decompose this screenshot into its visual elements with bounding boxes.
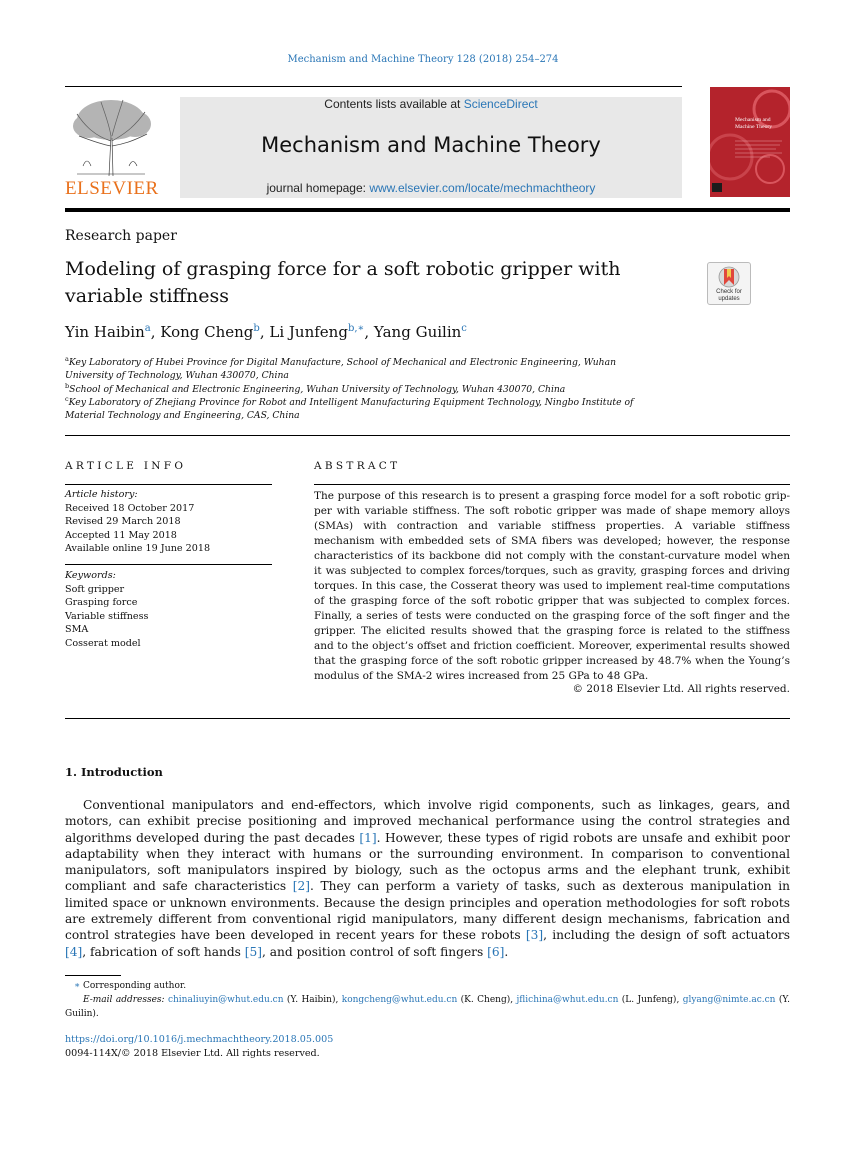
affiliation-label: c [65, 395, 69, 403]
affiliation-label: a [65, 355, 69, 363]
cover-gear-icon [710, 87, 790, 197]
email-link[interactable]: kongcheng@whut.edu.cn [341, 995, 458, 1005]
homepage-link[interactable]: www.elsevier.com/locate/mechmachtheory [369, 181, 596, 195]
doi-link[interactable]: https://doi.org/10.1016/j.mechmachtheory.2018.05.005 [65, 1034, 334, 1045]
abstract-text: The purpose of this research is to present a grasping force model for a soft robotic gripper with variable stiffness. The soft robotic gripper was made of shape memory alloys (SMAs) with contraction and variable stiffness properties. A variable stiffness mechanism with embedded sets of SMA fibers was developed; however, the response characteristics of its backbone did not comply with the constant-curvature model when it was subjected to complex forces/torques, such as gravity, grasping forces and driving torques. In this case, the Cosserat theory was used to implement real-time computations of the grasping force of the soft robotic gripper that was subjected to complex forces. Finally, a series of tests were conducted on the grasping force of the soft finger and the gripper. The elicited results showed that the grasping force is related to the stiffness and to the object’s offset and friction coefficient. Moreover, experimental results showed that the grasping force of the soft robotic gripper increased by 48.7% when the Young’s modulus of the SMA-2 wires increased from 25 GPa to 48 GPa. [314, 490, 790, 682]
author-affiliation-mark[interactable]: b [253, 323, 260, 334]
keyword: Cosserat model [65, 637, 141, 649]
journal-cover-thumbnail[interactable] [710, 87, 790, 197]
citation-link[interactable]: [3] [525, 928, 544, 943]
affiliation-text: Key Laboratory of Zhejiang Province for Robot and Intelligent Manufacturing Equipment Technology, Ningbo Institute of Material Technology and Engineering, CAS, China [65, 397, 634, 422]
history-entry: Accepted 11 May 2018 [65, 529, 177, 541]
paper-type: Research paper [65, 228, 177, 244]
keywords-block [65, 569, 272, 650]
citation-link[interactable]: [6] [487, 944, 505, 959]
sciencedirect-link[interactable]: ScienceDirect [463, 97, 538, 111]
abstract-heading: ABSTRACT [314, 460, 401, 472]
email-footnote [65, 994, 790, 1021]
email-owner: (Y. Guilin). [65, 995, 791, 1019]
contents-line: Contents lists available at ScienceDirect [324, 97, 538, 111]
author-affiliation-mark[interactable]: c [461, 323, 467, 334]
divider [65, 484, 272, 485]
intro-paragraph [65, 797, 790, 960]
affiliation [65, 353, 665, 382]
email-owner: (L. Junfeng), [618, 995, 683, 1005]
email-link[interactable]: chinaliuyin@whut.edu.cn [167, 995, 284, 1005]
citation-link[interactable]: [5] [244, 944, 263, 959]
history-label: Article history: [65, 489, 138, 500]
intro-text: , including the design of soft actuators [543, 928, 790, 943]
keywords-label: Keywords: [65, 570, 116, 581]
email-owner: (Y. Haibin), [283, 995, 342, 1005]
intro-text: , and position control of soft fingers [262, 944, 488, 959]
keyword: Grasping force [65, 597, 138, 608]
check-for-updates-label: Check for updates [716, 289, 742, 302]
citation-link[interactable]: [4] [65, 944, 83, 959]
running-title[interactable]: Mechanism and Machine Theory 128 (2018) 254–274 [287, 54, 559, 65]
keyword: Soft gripper [65, 583, 125, 595]
author-separator: , [150, 323, 161, 341]
history-entry: Available online 19 June 2018 [65, 543, 211, 554]
check-for-updates-button[interactable] [707, 262, 751, 305]
affiliation-text: School of Mechanical and Electronic Engineering, Wuhan University of Technology, Wuhan 430070, China [69, 384, 566, 396]
affiliation-label: b [65, 382, 70, 390]
intro-text: . [504, 944, 509, 959]
author-affiliation-mark[interactable]: a [144, 323, 151, 334]
history-entry: Received 18 October 2017 [65, 502, 195, 514]
author-list [65, 323, 467, 341]
citation-link[interactable]: [1] [359, 830, 377, 845]
issn-line: 0094-114X/© 2018 Elsevier Ltd. All rights reserved. [65, 1048, 320, 1059]
author-separator: , [259, 323, 270, 341]
author-name: Li Junfeng [269, 323, 348, 341]
intro-text: Conventional manipulators and end-effectors, which involve rigid components, such as linkages, gears, and motors, can exhibit precise positioning and improved mechanical performance using the control strategies and algorithms developed during the past decades [65, 798, 790, 845]
divider [65, 435, 790, 436]
elsevier-logo [65, 96, 157, 200]
author-name: Yin Haibin [65, 323, 145, 341]
elsevier-tree-icon [65, 96, 157, 178]
footnote-rule [65, 975, 121, 976]
article-history [65, 488, 272, 556]
keyword: Variable stiffness [65, 610, 149, 622]
divider [65, 564, 272, 565]
history-entry: Revised 29 March 2018 [65, 516, 181, 527]
journal-banner [180, 97, 682, 198]
abstract-copyright: © 2018 Elsevier Ltd. All rights reserved. [572, 683, 790, 695]
citation-link[interactable]: [2] [292, 879, 311, 894]
author-separator: , [364, 323, 374, 341]
section-heading: 1. Introduction [65, 765, 163, 779]
bookmark-ribbon-icon [708, 265, 750, 291]
divider [314, 484, 790, 485]
intro-text: . They can perform a variety of tasks, such as dexterous manipulation in limited space or unknown environments. Because the design principles and operation methodologies for soft robots are extremely different from conventional rigid manipulators, many different design mechanisms, fabrication and control strategies have been developed in recent years for these robots [65, 879, 790, 943]
author-name: Yang Guilin [373, 323, 462, 341]
paper-title: Modeling of grasping force for a soft robotic gripper with variable stiffness [65, 258, 621, 307]
article-info-heading: ARTICLE INFO [65, 460, 187, 472]
header-thick-rule [65, 208, 790, 212]
email-label: E-mail addresses: [83, 995, 165, 1005]
email-owner: (K. Cheng), [457, 995, 517, 1005]
divider [65, 718, 790, 719]
cover-title: Mechanism and Machine Theory [735, 117, 773, 130]
elsevier-wordmark: ELSEVIER [65, 178, 159, 199]
intro-text: . However, these types of rigid robots are unsafe and exhibit poor adaptability when they interact with humans or the surrounding environment. In comparison to conventional manipulators, soft manipulators inspired by biology, such as the octopus arms and the elephant trunk, exhibit compliant and safe characteristics [65, 830, 790, 894]
affiliation-text: Key Laboratory of Hubei Province for Digital Manufacture, School of Mechanical and Electronic Engineering, Wuhan University of Technology, Wuhan 430070, China [65, 357, 616, 382]
affiliation [65, 393, 665, 422]
author-affiliation-mark[interactable]: b,∗ [347, 323, 365, 334]
corresponding-footnote: ∗ Corresponding author. [74, 981, 187, 991]
homepage-line: journal homepage: www.elsevier.com/locate/mechmachtheory [266, 181, 596, 195]
keyword: SMA [65, 624, 89, 635]
email-link[interactable]: glyang@nimte.ac.cn [682, 995, 776, 1005]
email-link[interactable]: jflichina@whut.edu.cn [516, 995, 619, 1005]
header-rule [65, 86, 682, 87]
journal-title: Mechanism and Machine Theory [261, 133, 601, 157]
intro-text: , fabrication of soft hands [82, 944, 245, 959]
author-name: Kong Cheng [160, 323, 254, 341]
